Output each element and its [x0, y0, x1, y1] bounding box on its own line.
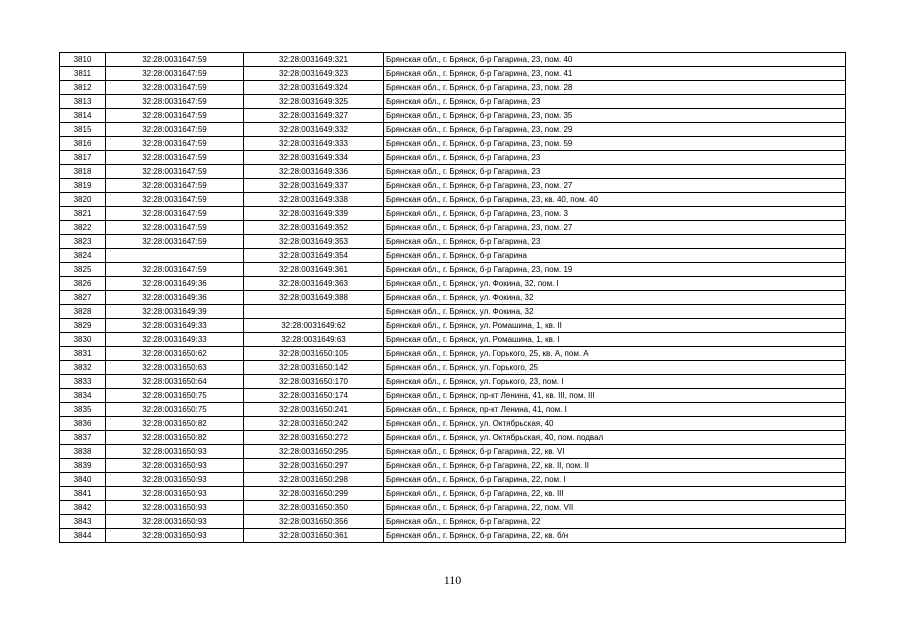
cadastral-number-cell: 32:28:0031649:334: [244, 151, 384, 165]
cadastral-quarter-cell: 32:28:0031650:93: [106, 459, 244, 473]
table-row: [60, 53, 846, 67]
row-number-cell: 3827: [60, 291, 106, 305]
registry-table: [59, 52, 846, 543]
table-row: [60, 319, 846, 333]
cadastral-quarter-cell: [106, 249, 244, 263]
cadastral-number-cell: 32:28:0031649:321: [244, 53, 384, 67]
cadastral-number-cell: 32:28:0031650:242: [244, 417, 384, 431]
cadastral-number-cell: 32:28:0031650:272: [244, 431, 384, 445]
cadastral-quarter-cell: 32:28:0031650:64: [106, 375, 244, 389]
table-row: [60, 501, 846, 515]
row-number-cell: 3822: [60, 221, 106, 235]
table-row: [60, 375, 846, 389]
address-cell: Брянская обл., г. Брянск, б-р Гагарина, 23: [384, 165, 846, 179]
row-number-cell: 3844: [60, 529, 106, 543]
address-cell: Брянская обл., г. Брянск, б-р Гагарина, 22, пом. VII: [384, 501, 846, 515]
row-number-cell: 3829: [60, 319, 106, 333]
address-cell: Брянская обл., г. Брянск, ул. Горького, 25, кв. А, пом. А: [384, 347, 846, 361]
address-cell: Брянская обл., г. Брянск, ул. Фокина, 32: [384, 291, 846, 305]
address-cell: Брянская обл., г. Брянск, б-р Гагарина, 22, пом. I: [384, 473, 846, 487]
address-cell: Брянская обл., г. Брянск, б-р Гагарина, 23, пом. 19: [384, 263, 846, 277]
table-row: [60, 207, 846, 221]
address-cell: Брянская обл., г. Брянск, пр-кт Ленина, 41, кв. III, пом. III: [384, 389, 846, 403]
address-cell: Брянская обл., г. Брянск, б-р Гагарина, 23: [384, 95, 846, 109]
row-number-cell: 3832: [60, 361, 106, 375]
cadastral-number-cell: 32:28:0031649:332: [244, 123, 384, 137]
row-number-cell: 3840: [60, 473, 106, 487]
cadastral-number-cell: 32:28:0031650:356: [244, 515, 384, 529]
address-cell: Брянская обл., г. Брянск, б-р Гагарина, 22, кв. II, пом. II: [384, 459, 846, 473]
cadastral-number-cell: 32:28:0031649:353: [244, 235, 384, 249]
cadastral-number-cell: 32:28:0031650:170: [244, 375, 384, 389]
cadastral-quarter-cell: 32:28:0031649:39: [106, 305, 244, 319]
address-cell: Брянская обл., г. Брянск, б-р Гагарина, 23, пом. 29: [384, 123, 846, 137]
address-cell: Брянская обл., г. Брянск, б-р Гагарина, 23, пом. 35: [384, 109, 846, 123]
table-row: [60, 193, 846, 207]
page-number: 110: [443, 573, 462, 587]
cadastral-number-cell: [244, 305, 384, 319]
cadastral-quarter-cell: 32:28:0031650:82: [106, 431, 244, 445]
address-cell: Брянская обл., г. Брянск, б-р Гагарина: [384, 249, 846, 263]
table-row: [60, 333, 846, 347]
row-number-cell: 3839: [60, 459, 106, 473]
row-number-cell: 3820: [60, 193, 106, 207]
table-row: [60, 249, 846, 263]
cadastral-quarter-cell: 32:28:0031650:93: [106, 445, 244, 459]
address-cell: Брянская обл., г. Брянск, б-р Гагарина, 23, пом. 41: [384, 67, 846, 81]
table-row: [60, 235, 846, 249]
cadastral-quarter-cell: 32:28:0031647:59: [106, 67, 244, 81]
row-number-cell: 3831: [60, 347, 106, 361]
cadastral-quarter-cell: 32:28:0031649:33: [106, 333, 244, 347]
row-number-cell: 3835: [60, 403, 106, 417]
cadastral-number-cell: 32:28:0031650:105: [244, 347, 384, 361]
cadastral-quarter-cell: 32:28:0031650:82: [106, 417, 244, 431]
cadastral-quarter-cell: 32:28:0031650:93: [106, 487, 244, 501]
table-row: [60, 305, 846, 319]
row-number-cell: 3838: [60, 445, 106, 459]
address-cell: Брянская обл., г. Брянск, ул. Октябрьская, 40, пом. подвал: [384, 431, 846, 445]
address-cell: Брянская обл., г. Брянск, ул. Октябрьская, 40: [384, 417, 846, 431]
row-number-cell: 3828: [60, 305, 106, 319]
cadastral-quarter-cell: 32:28:0031650:75: [106, 389, 244, 403]
table-row: [60, 291, 846, 305]
address-cell: Брянская обл., г. Брянск, б-р Гагарина, 23, пом. 3: [384, 207, 846, 221]
row-number-cell: 3811: [60, 67, 106, 81]
row-number-cell: 3812: [60, 81, 106, 95]
table-row: [60, 95, 846, 109]
address-cell: Брянская обл., г. Брянск, б-р Гагарина, 23, пом. 27: [384, 221, 846, 235]
table-row: [60, 347, 846, 361]
address-cell: Брянская обл., г. Брянск, б-р Гагарина, 23, пом. 40: [384, 53, 846, 67]
table-row: [60, 445, 846, 459]
cadastral-quarter-cell: 32:28:0031647:59: [106, 235, 244, 249]
row-number-cell: 3843: [60, 515, 106, 529]
address-cell: Брянская обл., г. Брянск, пр-кт Ленина, 41, пом. I: [384, 403, 846, 417]
cadastral-quarter-cell: 32:28:0031647:59: [106, 263, 244, 277]
cadastral-quarter-cell: 32:28:0031650:93: [106, 473, 244, 487]
row-number-cell: 3814: [60, 109, 106, 123]
cadastral-number-cell: 32:28:0031649:337: [244, 179, 384, 193]
row-number-cell: 3810: [60, 53, 106, 67]
cadastral-quarter-cell: 32:28:0031650:63: [106, 361, 244, 375]
address-cell: Брянская обл., г. Брянск, ул. Горького, 25: [384, 361, 846, 375]
cadastral-number-cell: 32:28:0031649:62: [244, 319, 384, 333]
table-row: [60, 529, 846, 543]
cadastral-quarter-cell: 32:28:0031647:59: [106, 207, 244, 221]
row-number-cell: 3824: [60, 249, 106, 263]
row-number-cell: 3837: [60, 431, 106, 445]
cadastral-quarter-cell: 32:28:0031650:93: [106, 515, 244, 529]
cadastral-number-cell: 32:28:0031650:298: [244, 473, 384, 487]
table-row: [60, 389, 846, 403]
table-row: [60, 473, 846, 487]
address-cell: Брянская обл., г. Брянск, б-р Гагарина, 23, пом. 27: [384, 179, 846, 193]
address-cell: Брянская обл., г. Брянск, ул. Ромашина, 1, кв. II: [384, 319, 846, 333]
table-row: [60, 417, 846, 431]
registry-table-body: [60, 53, 846, 543]
table-row: [60, 221, 846, 235]
cadastral-number-cell: 32:28:0031649:338: [244, 193, 384, 207]
cadastral-number-cell: 32:28:0031650:350: [244, 501, 384, 515]
cadastral-number-cell: 32:28:0031650:174: [244, 389, 384, 403]
cadastral-number-cell: 32:28:0031650:299: [244, 487, 384, 501]
cadastral-quarter-cell: 32:28:0031649:33: [106, 319, 244, 333]
row-number-cell: 3819: [60, 179, 106, 193]
table-row: [60, 81, 846, 95]
address-cell: Брянская обл., г. Брянск, б-р Гагарина, 23, пом. 59: [384, 137, 846, 151]
cadastral-number-cell: 32:28:0031649:336: [244, 165, 384, 179]
cadastral-quarter-cell: 32:28:0031647:59: [106, 179, 244, 193]
table-row: [60, 165, 846, 179]
cadastral-number-cell: 32:28:0031649:333: [244, 137, 384, 151]
address-cell: Брянская обл., г. Брянск, ул. Фокина, 32, пом. I: [384, 277, 846, 291]
cadastral-quarter-cell: 32:28:0031650:93: [106, 501, 244, 515]
table-row: [60, 123, 846, 137]
cadastral-number-cell: 32:28:0031650:295: [244, 445, 384, 459]
cadastral-number-cell: 32:28:0031650:297: [244, 459, 384, 473]
cadastral-quarter-cell: 32:28:0031647:59: [106, 53, 244, 67]
cadastral-number-cell: 32:28:0031649:63: [244, 333, 384, 347]
cadastral-number-cell: 32:28:0031649:323: [244, 67, 384, 81]
cadastral-number-cell: 32:28:0031649:354: [244, 249, 384, 263]
row-number-cell: 3825: [60, 263, 106, 277]
table-row: [60, 361, 846, 375]
table-row: [60, 263, 846, 277]
cadastral-number-cell: 32:28:0031649:324: [244, 81, 384, 95]
row-number-cell: 3823: [60, 235, 106, 249]
table-row: [60, 459, 846, 473]
address-cell: Брянская обл., г. Брянск, ул. Горького, 23, пом. I: [384, 375, 846, 389]
address-cell: Брянская обл., г. Брянск, б-р Гагарина, 23, кв. 40, пом. 40: [384, 193, 846, 207]
cadastral-quarter-cell: 32:28:0031647:59: [106, 81, 244, 95]
row-number-cell: 3813: [60, 95, 106, 109]
cadastral-number-cell: 32:28:0031650:361: [244, 529, 384, 543]
table-row: [60, 151, 846, 165]
address-cell: Брянская обл., г. Брянск, ул. Фокина, 32: [384, 305, 846, 319]
cadastral-number-cell: 32:28:0031649:352: [244, 221, 384, 235]
table-row: [60, 109, 846, 123]
address-cell: Брянская обл., г. Брянск, ул. Ромашина, 1, кв. I: [384, 333, 846, 347]
cadastral-quarter-cell: 32:28:0031650:62: [106, 347, 244, 361]
address-cell: Брянская обл., г. Брянск, б-р Гагарина, 23: [384, 235, 846, 249]
row-number-cell: 3830: [60, 333, 106, 347]
cadastral-number-cell: 32:28:0031649:325: [244, 95, 384, 109]
address-cell: Брянская обл., г. Брянск, б-р Гагарина, 23: [384, 151, 846, 165]
table-row: [60, 179, 846, 193]
row-number-cell: 3833: [60, 375, 106, 389]
row-number-cell: 3821: [60, 207, 106, 221]
table-row: [60, 431, 846, 445]
row-number-cell: 3817: [60, 151, 106, 165]
address-cell: Брянская обл., г. Брянск, б-р Гагарина, 23, пом. 28: [384, 81, 846, 95]
address-cell: Брянская обл., г. Брянск, б-р Гагарина, 22, кв. III: [384, 487, 846, 501]
cadastral-quarter-cell: 32:28:0031647:59: [106, 137, 244, 151]
cadastral-number-cell: 32:28:0031649:361: [244, 263, 384, 277]
row-number-cell: 3818: [60, 165, 106, 179]
cadastral-quarter-cell: 32:28:0031647:59: [106, 221, 244, 235]
cadastral-number-cell: 32:28:0031649:388: [244, 291, 384, 305]
cadastral-quarter-cell: 32:28:0031647:59: [106, 109, 244, 123]
table-row: [60, 403, 846, 417]
address-cell: Брянская обл., г. Брянск, б-р Гагарина, 22, кв. б/н: [384, 529, 846, 543]
row-number-cell: 3841: [60, 487, 106, 501]
cadastral-number-cell: 32:28:0031649:339: [244, 207, 384, 221]
table-row: [60, 67, 846, 81]
cadastral-quarter-cell: 32:28:0031647:59: [106, 95, 244, 109]
table-row: [60, 487, 846, 501]
cadastral-number-cell: 32:28:0031650:241: [244, 403, 384, 417]
table-row: [60, 277, 846, 291]
row-number-cell: 3842: [60, 501, 106, 515]
cadastral-number-cell: 32:28:0031650:142: [244, 361, 384, 375]
cadastral-quarter-cell: 32:28:0031647:59: [106, 165, 244, 179]
cadastral-number-cell: 32:28:0031649:327: [244, 109, 384, 123]
table-row: [60, 137, 846, 151]
cadastral-number-cell: 32:28:0031649:363: [244, 277, 384, 291]
row-number-cell: 3826: [60, 277, 106, 291]
row-number-cell: 3836: [60, 417, 106, 431]
cadastral-quarter-cell: 32:28:0031649:36: [106, 277, 244, 291]
address-cell: Брянская обл., г. Брянск, б-р Гагарина, 22, кв. VI: [384, 445, 846, 459]
table-row: [60, 515, 846, 529]
address-cell: Брянская обл., г. Брянск, б-р Гагарина, 22: [384, 515, 846, 529]
cadastral-quarter-cell: 32:28:0031647:59: [106, 193, 244, 207]
cadastral-quarter-cell: 32:28:0031649:36: [106, 291, 244, 305]
row-number-cell: 3834: [60, 389, 106, 403]
cadastral-quarter-cell: 32:28:0031650:75: [106, 403, 244, 417]
cadastral-quarter-cell: 32:28:0031650:93: [106, 529, 244, 543]
cadastral-quarter-cell: 32:28:0031647:59: [106, 123, 244, 137]
row-number-cell: 3816: [60, 137, 106, 151]
cadastral-quarter-cell: 32:28:0031647:59: [106, 151, 244, 165]
row-number-cell: 3815: [60, 123, 106, 137]
